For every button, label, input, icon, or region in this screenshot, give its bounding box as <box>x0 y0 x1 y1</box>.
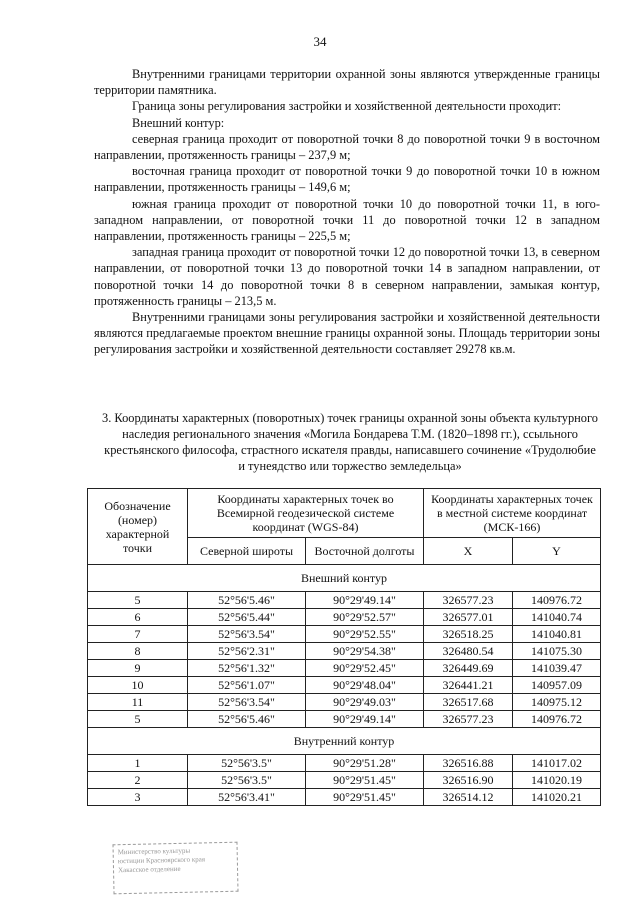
cell-y: 141039.47 <box>513 660 601 677</box>
cell-point: 3 <box>88 789 188 806</box>
cell-y: 141020.19 <box>513 772 601 789</box>
cell-point: 8 <box>88 643 188 660</box>
cell-x: 326518.25 <box>424 626 513 643</box>
cell-lat: 52°56'3.41" <box>188 789 306 806</box>
cell-y: 140957.09 <box>513 677 601 694</box>
table-row <box>88 643 601 660</box>
cell-lon: 90°29'51.45" <box>306 789 424 806</box>
cell-y: 141040.81 <box>513 626 601 643</box>
cell-point: 7 <box>88 626 188 643</box>
cell-lat: 52°56'3.5" <box>188 755 306 772</box>
cell-lon: 90°29'48.04" <box>306 677 424 694</box>
cell-lat: 52°56'5.46" <box>188 592 306 609</box>
table-row <box>88 772 601 789</box>
cell-point: 9 <box>88 660 188 677</box>
cell-point: 5 <box>88 592 188 609</box>
table-row <box>88 677 601 694</box>
cell-lat: 52°56'1.07" <box>188 677 306 694</box>
stamp-line: Хакасское отделение <box>117 864 181 875</box>
cell-lon: 90°29'49.14" <box>306 592 424 609</box>
cell-x: 326517.68 <box>424 694 513 711</box>
cell-lon: 90°29'49.03" <box>306 694 424 711</box>
paragraph-inner-boundaries-protection: Внутренними границами территории охранной зоны являются утвержденные границы территории памятника. <box>94 67 600 98</box>
cell-lat: 52°56'1.32" <box>188 660 306 677</box>
registration-stamp <box>112 842 238 895</box>
table-row <box>88 694 601 711</box>
page-number: 34 <box>313 34 327 49</box>
header-x: X <box>424 538 513 565</box>
cell-x: 326480.54 <box>424 643 513 660</box>
cell-point: 5 <box>88 711 188 728</box>
table-row <box>88 592 601 609</box>
cell-y: 141017.02 <box>513 755 601 772</box>
table-row <box>88 755 601 772</box>
cell-lon: 90°29'54.38" <box>306 643 424 660</box>
cell-point: 1 <box>88 755 188 772</box>
cell-lon: 90°29'49.14" <box>306 711 424 728</box>
cell-lat: 52°56'3.54" <box>188 694 306 711</box>
cell-point: 2 <box>88 772 188 789</box>
cell-x: 326577.23 <box>424 711 513 728</box>
cell-point: 11 <box>88 694 188 711</box>
cell-y: 140976.72 <box>513 592 601 609</box>
cell-lon: 90°29'52.45" <box>306 660 424 677</box>
paragraph-east-boundary: восточная граница проходит от поворотной точки 9 до поворотной точки 10 в южном направлении, протяженность границы – 149,6 м; <box>94 164 600 195</box>
cell-x: 326449.69 <box>424 660 513 677</box>
paragraph-south-boundary: южная граница проходит от поворотной точки 10 до поворотной точки 11, в юго-западном направлении, от поворотной точки 11 до поворотной точки 12 в западном направлении, протяженность границы – 225,5 м; <box>94 196 600 244</box>
cell-lat: 52°56'2.31" <box>188 643 306 660</box>
stamp-line: юстиции Красноярского края <box>117 855 206 866</box>
cell-y: 141020.21 <box>513 789 601 806</box>
cell-x: 326516.88 <box>424 755 513 772</box>
header-y: Y <box>513 538 601 565</box>
outer-contour-label: Внешний контур <box>88 565 601 592</box>
header-msk166: Координаты характерных точек в местной системе координат (МСК-166) <box>424 489 601 538</box>
header-latitude: Северной широты <box>188 538 306 565</box>
cell-lon: 90°29'52.57" <box>306 609 424 626</box>
table-row <box>88 711 601 728</box>
coordinates-table <box>87 488 601 806</box>
cell-y: 141040.74 <box>513 609 601 626</box>
section-heading: 3. Координаты характерных (поворотных) точек границы охранной зоны объекта культурного наследия регионального значения «Могила Бондарева Т.М. (1820–1898 гг.), ссыльного крестьянского философа, страстного искателя правды, написавшего сочинение «Трудолюбие и тунеядство или торжество земледельца» <box>102 411 598 473</box>
paragraph-north-boundary: северная граница проходит от поворотной точки 8 до поворотной точки 9 в восточном направлении, протяженность границы – 237,9 м; <box>94 131 600 163</box>
cell-y: 140975.12 <box>513 694 601 711</box>
table-row <box>88 626 601 643</box>
cell-lat: 52°56'3.5" <box>188 772 306 789</box>
cell-x: 326514.12 <box>424 789 513 806</box>
body-text <box>94 66 600 358</box>
cell-lat: 52°56'3.54" <box>188 626 306 643</box>
paragraph-outer-contour-label: Внешний контур: <box>132 115 225 130</box>
stamp-line: Министерство культуры <box>117 846 191 857</box>
cell-x: 326441.21 <box>424 677 513 694</box>
paragraph-inner-boundaries-regulation: Внутренними границами зоны регулирования застройки и хозяйственной деятельности являются предлагаемые проектом внешние границы охранной зоны. Площадь территории зоны регулирования застройки и хозяйственной деятельности составляет 29278 кв.м. <box>94 310 600 357</box>
cell-x: 326516.90 <box>424 772 513 789</box>
cell-lon: 90°29'52.55" <box>306 626 424 643</box>
cell-point: 10 <box>88 677 188 694</box>
table-row <box>88 660 601 677</box>
table-row <box>88 609 601 626</box>
cell-lat: 52°56'5.44" <box>188 609 306 626</box>
cell-point: 6 <box>88 609 188 626</box>
table-row <box>88 789 601 806</box>
cell-x: 326577.23 <box>424 592 513 609</box>
cell-x: 326577.01 <box>424 609 513 626</box>
cell-lon: 90°29'51.45" <box>306 772 424 789</box>
header-longitude: Восточной долготы <box>306 538 424 565</box>
header-wgs84: Координаты характерных точек во Всемирной геодезической системе координат (WGS-84) <box>188 489 424 538</box>
cell-lat: 52°56'5.46" <box>188 711 306 728</box>
cell-y: 140976.72 <box>513 711 601 728</box>
paragraph-west-boundary: западная граница проходит от поворотной точки 12 до поворотной точки 13, в северном направлении, от поворотной точки 13 до поворотной точки 14 в западном направлении, от поворотной точки 14 до поворотной точки 8 в северном направлении, замыкая контур, протяженность границы – 213,5 м. <box>94 245 600 308</box>
cell-lon: 90°29'51.28" <box>306 755 424 772</box>
inner-contour-label: Внутренний контур <box>88 728 601 755</box>
paragraph-regulation-zone-intro: Граница зоны регулирования застройки и хозяйственной деятельности проходит: <box>132 99 562 114</box>
header-designation: Обозначение (номер) характерной точки <box>88 489 188 565</box>
cell-y: 141075.30 <box>513 643 601 660</box>
